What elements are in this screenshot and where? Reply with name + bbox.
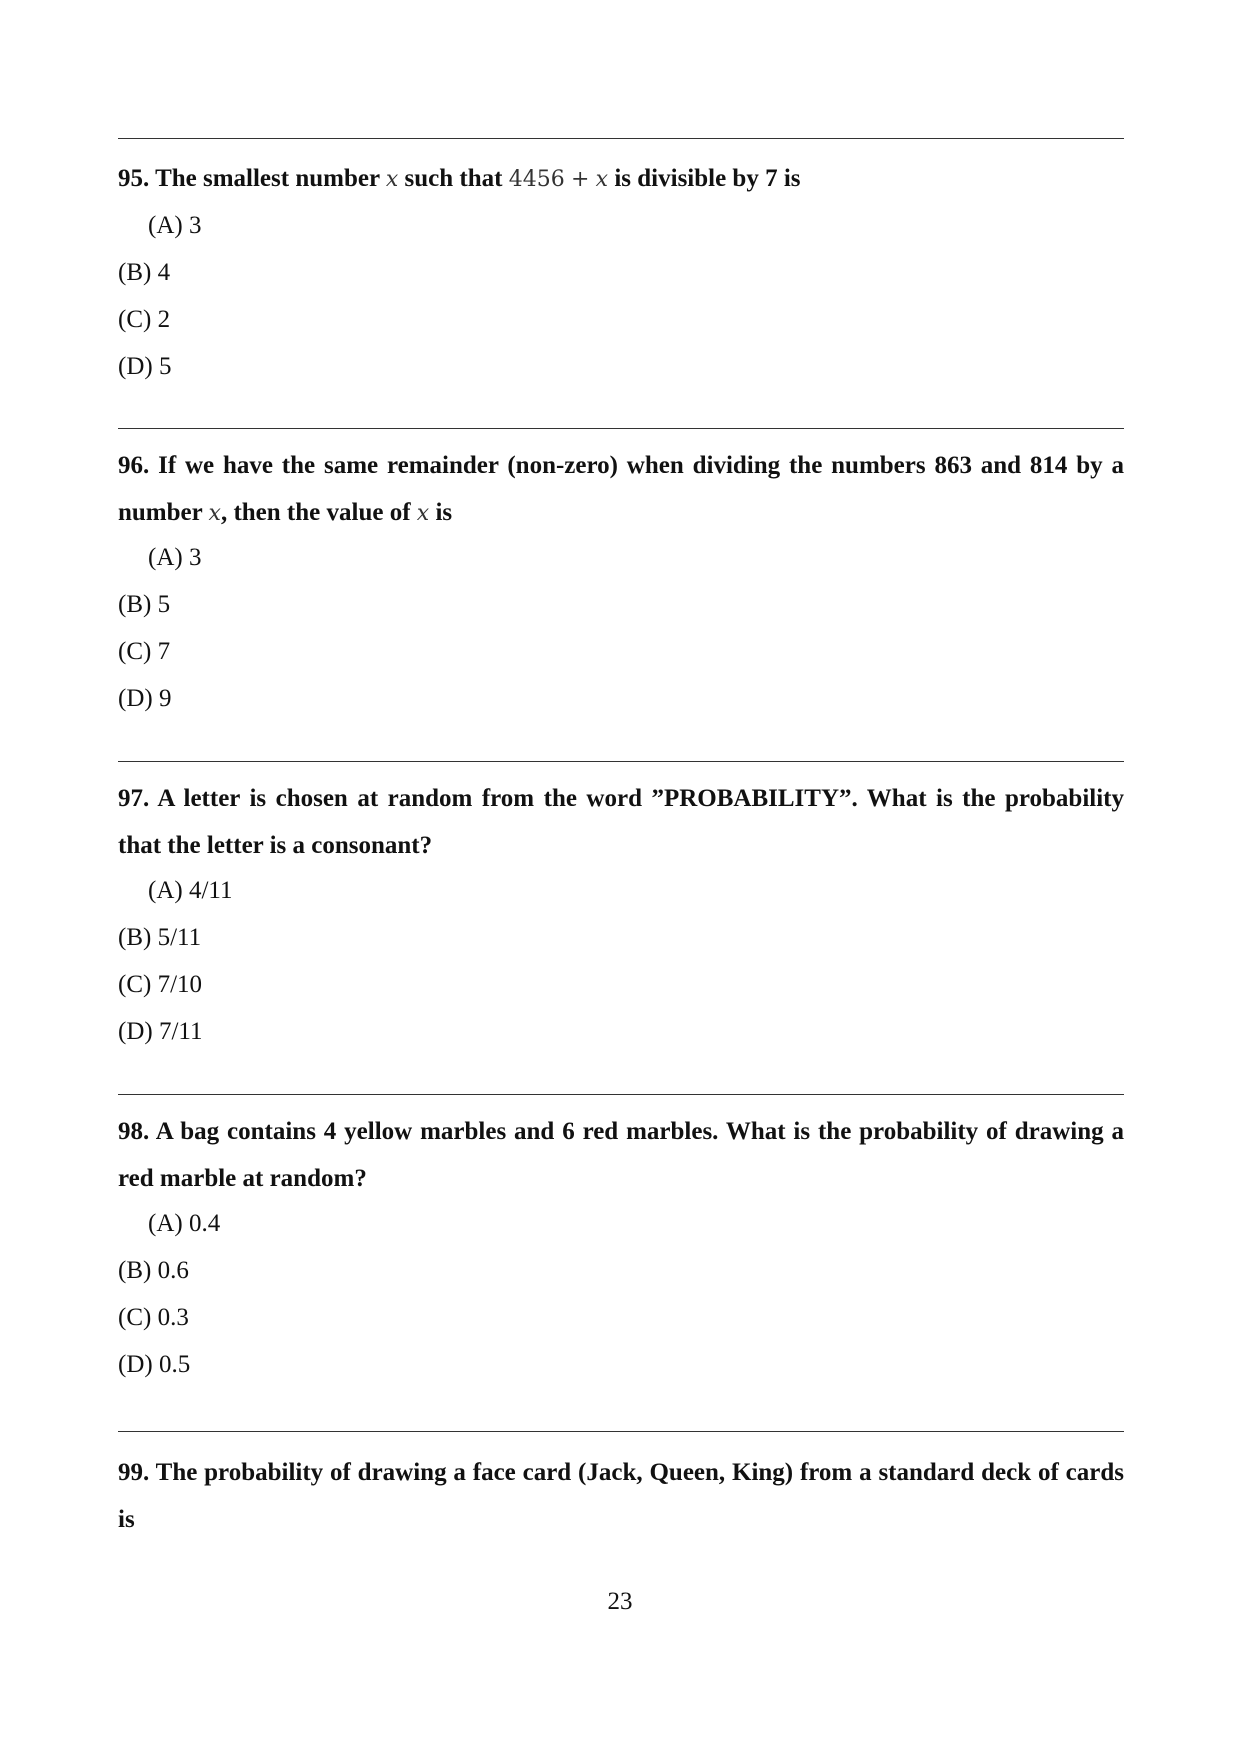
option-b: (B) 4 xyxy=(118,259,171,286)
question-95-text: 95. The smallest number x such that 4456 + x is divisible by 7 is xyxy=(118,165,801,192)
option-d: (D) 5 xyxy=(118,353,172,380)
page-number: 23 xyxy=(607,1588,633,1615)
divider-rule xyxy=(118,428,1124,429)
option-d: (D) 7/11 xyxy=(118,1018,203,1045)
option-b: (B) 0.6 xyxy=(118,1257,189,1284)
option-d: (D) 0.5 xyxy=(118,1351,191,1378)
option-c: (C) 2 xyxy=(118,306,171,333)
option-a: (A) 0.4 xyxy=(148,1210,221,1237)
divider-rule xyxy=(118,1431,1124,1432)
math-variable: x xyxy=(385,167,399,192)
option-c: (C) 0.3 xyxy=(118,1304,189,1331)
option-a: (A) 3 xyxy=(148,544,202,571)
option-b: (B) 5 xyxy=(118,591,171,618)
math-variable: x xyxy=(208,501,221,526)
math-variable: x xyxy=(416,501,430,526)
question-number: 98. xyxy=(118,1118,150,1145)
divider-rule xyxy=(118,761,1124,762)
option-d: (D) 9 xyxy=(118,685,172,712)
math-operator: + xyxy=(570,167,590,192)
option-c: (C) 7 xyxy=(118,638,171,665)
option-c: (C) 7/10 xyxy=(118,971,203,998)
question-99-text: 99. The probability of drawing a face card (Jack, Queen, King) from a standard deck of cards is xyxy=(118,1459,1124,1533)
math-number: 4456 xyxy=(508,167,565,192)
divider-rule xyxy=(118,1094,1124,1095)
question-97-text: 97. A letter is chosen at random from the word ”PROBABILITY”. What is the probability that the letter is a consonant? xyxy=(118,785,1124,859)
question-number: 99. xyxy=(118,1459,150,1486)
question-96-text: 96. If we have the same remainder (non-zero) when dividing the numbers 863 and 814 by a number x, then the value of x is xyxy=(118,452,1124,526)
divider-rule xyxy=(118,138,1124,139)
question-number: 95. xyxy=(118,165,150,192)
option-a: (A) 3 xyxy=(148,212,202,239)
question-number: 96. xyxy=(118,452,150,479)
question-98-text: 98. A bag contains 4 yellow marbles and 6 red marbles. What is the probability of drawing a red marble at random? xyxy=(118,1118,1124,1192)
question-number: 97. xyxy=(118,785,150,812)
option-a: (A) 4/11 xyxy=(148,877,233,904)
math-variable: x xyxy=(595,167,609,192)
option-b: (B) 5/11 xyxy=(118,924,202,951)
